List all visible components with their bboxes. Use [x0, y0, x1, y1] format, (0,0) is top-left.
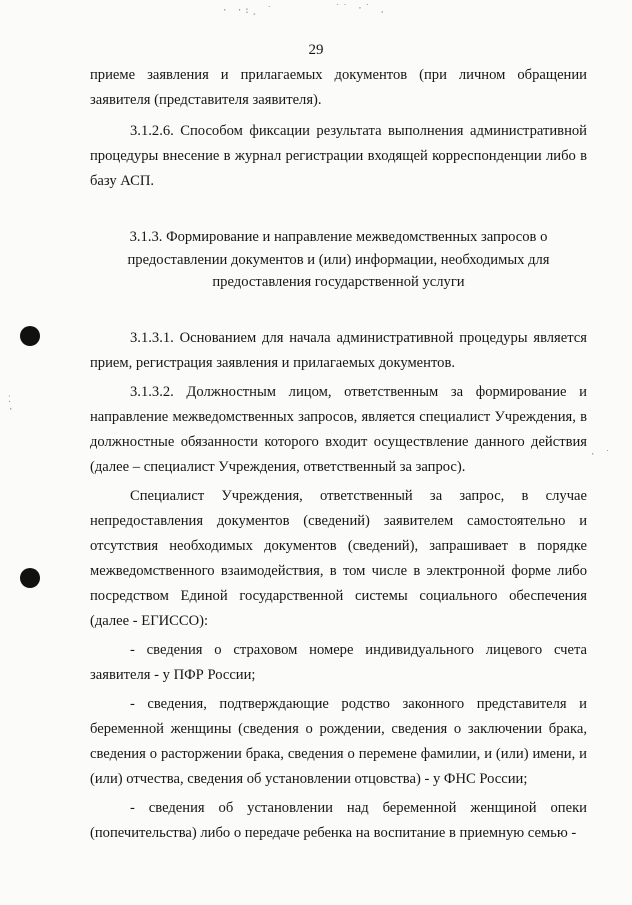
punch-hole-lower — [20, 568, 40, 588]
paragraph-3-1-2-6: 3.1.2.6. Способом фиксации результата выполнения административной процедуры внесение в журнал регистрации входящей корреспонденции либо в базу АСП. — [90, 123, 587, 189]
page-number: 29 — [308, 42, 324, 58]
paragraph-specialist-requests: Специалист Учреждения, ответственный за запрос, в случае непредоставления документов (сведений) заявителем самостоятельно и отсутствия необходимых документов (сведений), запрашивает в порядке межведомственного взаимодействия, в том числе в электронной форме либо посредством Единой государственной системы социального обеспечения (далее - ЕГИССО): — [90, 487, 587, 629]
scan-artifact-right-margin: · ˙ — [590, 450, 613, 460]
scan-artifact-top-left: · ·:¸ ˙ — [222, 6, 274, 16]
scan-artifact-left-margin: ⁚ · — [8, 395, 16, 415]
section-title-3-1-3: 3.1.3. Формирование и направление межведомственных запросов о предоставлении документов и (или) информации, необходимых для предоставления государственной услуги — [127, 229, 550, 290]
scan-artifact-top-right: ˙˙ ·˙ ¸ — [335, 4, 387, 14]
list-item-snils: - сведения о страховом номере индивидуального лицевого счета заявителя - у ПФР России; — [90, 641, 587, 683]
list-item-kinship: - сведения, подтверждающие родство законного представителя и беременной женщины (сведения о рождении, сведения о заключении брака, сведения о расторжении брака, сведения о перемене фамилии, и (или) имени, и (или) отчества, сведения об установлении отцовства) - у ФНС России; — [90, 695, 587, 787]
paragraph-continuation: приеме заявления и прилагаемых документов (при личном обращении заявителя (представителя заявителя). — [90, 67, 587, 108]
list-item-guardianship: - сведения об установлении над беременной женщиной опеки (попечительства) либо о передаче ребенка на воспитание в приемную семью - — [90, 799, 587, 841]
paragraph-3-1-3-2: 3.1.3.2. Должностным лицом, ответственным за формирование и направление межведомственных запросов, является специалист Учреждения, в должностные обязанности которого входит осуществление данного действия (далее – специалист Учреждения, ответственный за запрос). — [90, 383, 587, 475]
paragraph-3-1-3-1: 3.1.3.1. Основанием для начала административной процедуры является прием, регистрация заявления и прилагаемых документов. — [90, 329, 587, 371]
document-body — [90, 63, 587, 846]
punch-hole-upper — [20, 326, 40, 346]
